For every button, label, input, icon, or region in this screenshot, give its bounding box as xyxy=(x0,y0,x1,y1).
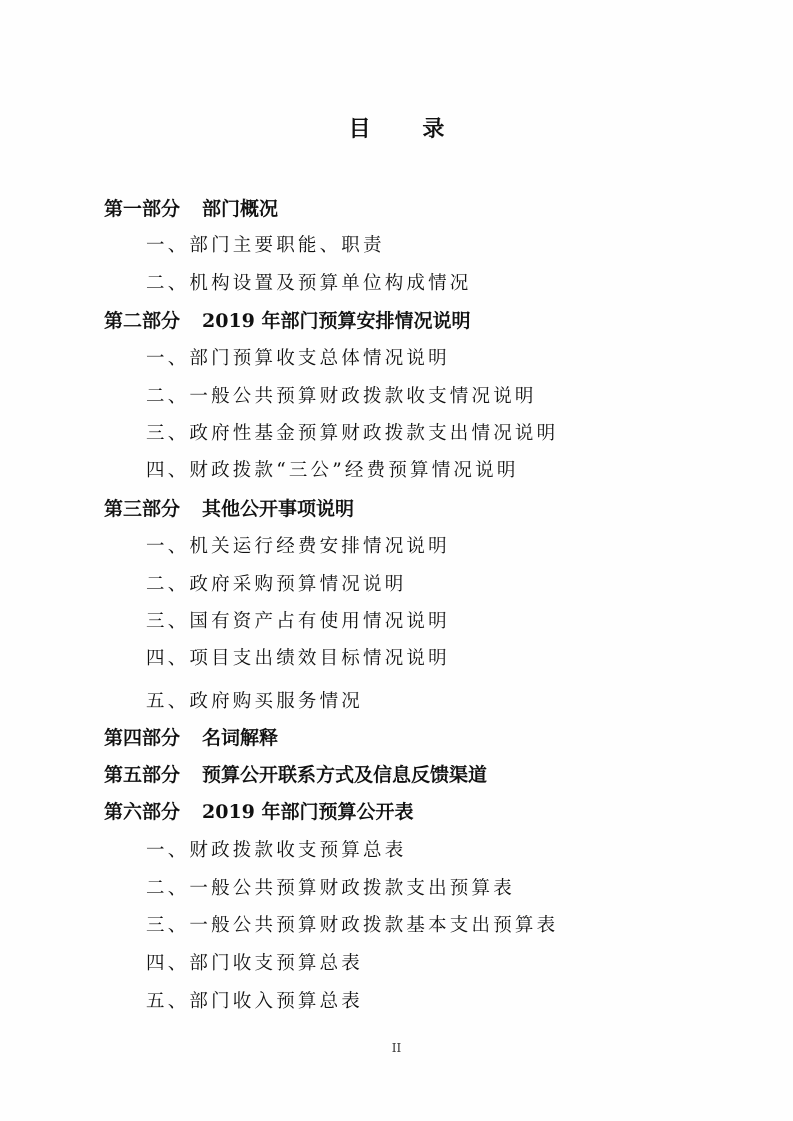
toc-item-2-4: 四、财政拨款“三公”经费预算情况说明 xyxy=(146,460,519,481)
toc-item-1-2: 二、机构设置及预算单位构成情况 xyxy=(146,273,472,294)
toc-item-3-4: 四、项目支出绩效目标情况说明 xyxy=(146,648,450,669)
toc-part-3 xyxy=(104,496,354,522)
toc-item-6-3: 三、一般公共预算财政拨款基本支出预算表 xyxy=(146,915,559,936)
page-title: 目 录 xyxy=(348,116,467,142)
page-number: II xyxy=(391,1041,402,1055)
toc-item-2-1: 一、部门预算收支总体情况说明 xyxy=(146,348,450,369)
toc-part-6 xyxy=(104,799,414,825)
toc-item-2-2: 二、一般公共预算财政拨款收支情况说明 xyxy=(146,386,537,407)
toc-item-6-4: 四、部门收支预算总表 xyxy=(146,953,364,974)
toc-part-number: 第一部分 xyxy=(104,198,181,220)
toc-item-1-1: 一、部门主要职能、职责 xyxy=(146,235,385,256)
toc-part-title: 预算公开联系方式及信息反馈渠道 xyxy=(202,764,488,786)
toc-part-1 xyxy=(104,196,278,222)
toc-item-2-3: 三、政府性基金预算财政拨款支出情况说明 xyxy=(146,423,559,444)
toc-part-4 xyxy=(104,725,278,751)
toc-part-5 xyxy=(104,762,487,788)
toc-part-number: 第六部分 xyxy=(104,801,181,823)
toc-item-6-1: 一、财政拨款收支预算总表 xyxy=(146,840,407,861)
toc-part-title: 2019 年部门预算公开表 xyxy=(202,801,414,823)
toc-part-2 xyxy=(104,308,471,334)
toc-item-3-1: 一、机关运行经费安排情况说明 xyxy=(146,536,450,557)
toc-part-number: 第五部分 xyxy=(104,764,181,786)
toc-item-3-2: 二、政府采购预算情况说明 xyxy=(146,574,407,595)
toc-item-6-5: 五、部门收入预算总表 xyxy=(146,991,364,1012)
toc-item-6-2: 二、一般公共预算财政拨款支出预算表 xyxy=(146,878,515,899)
toc-item-3-3: 三、国有资产占有使用情况说明 xyxy=(146,611,450,632)
toc-part-number: 第四部分 xyxy=(104,727,181,749)
toc-part-title: 2019 年部门预算安排情况说明 xyxy=(202,310,471,332)
toc-part-number: 第三部分 xyxy=(104,498,181,520)
toc-part-title: 其他公开事项说明 xyxy=(202,498,355,520)
toc-part-title: 部门概况 xyxy=(202,198,279,220)
toc-item-3-5: 五、政府购买服务情况 xyxy=(146,691,364,712)
toc-part-number: 第二部分 xyxy=(104,310,181,332)
toc-part-title: 名词解释 xyxy=(202,727,279,749)
